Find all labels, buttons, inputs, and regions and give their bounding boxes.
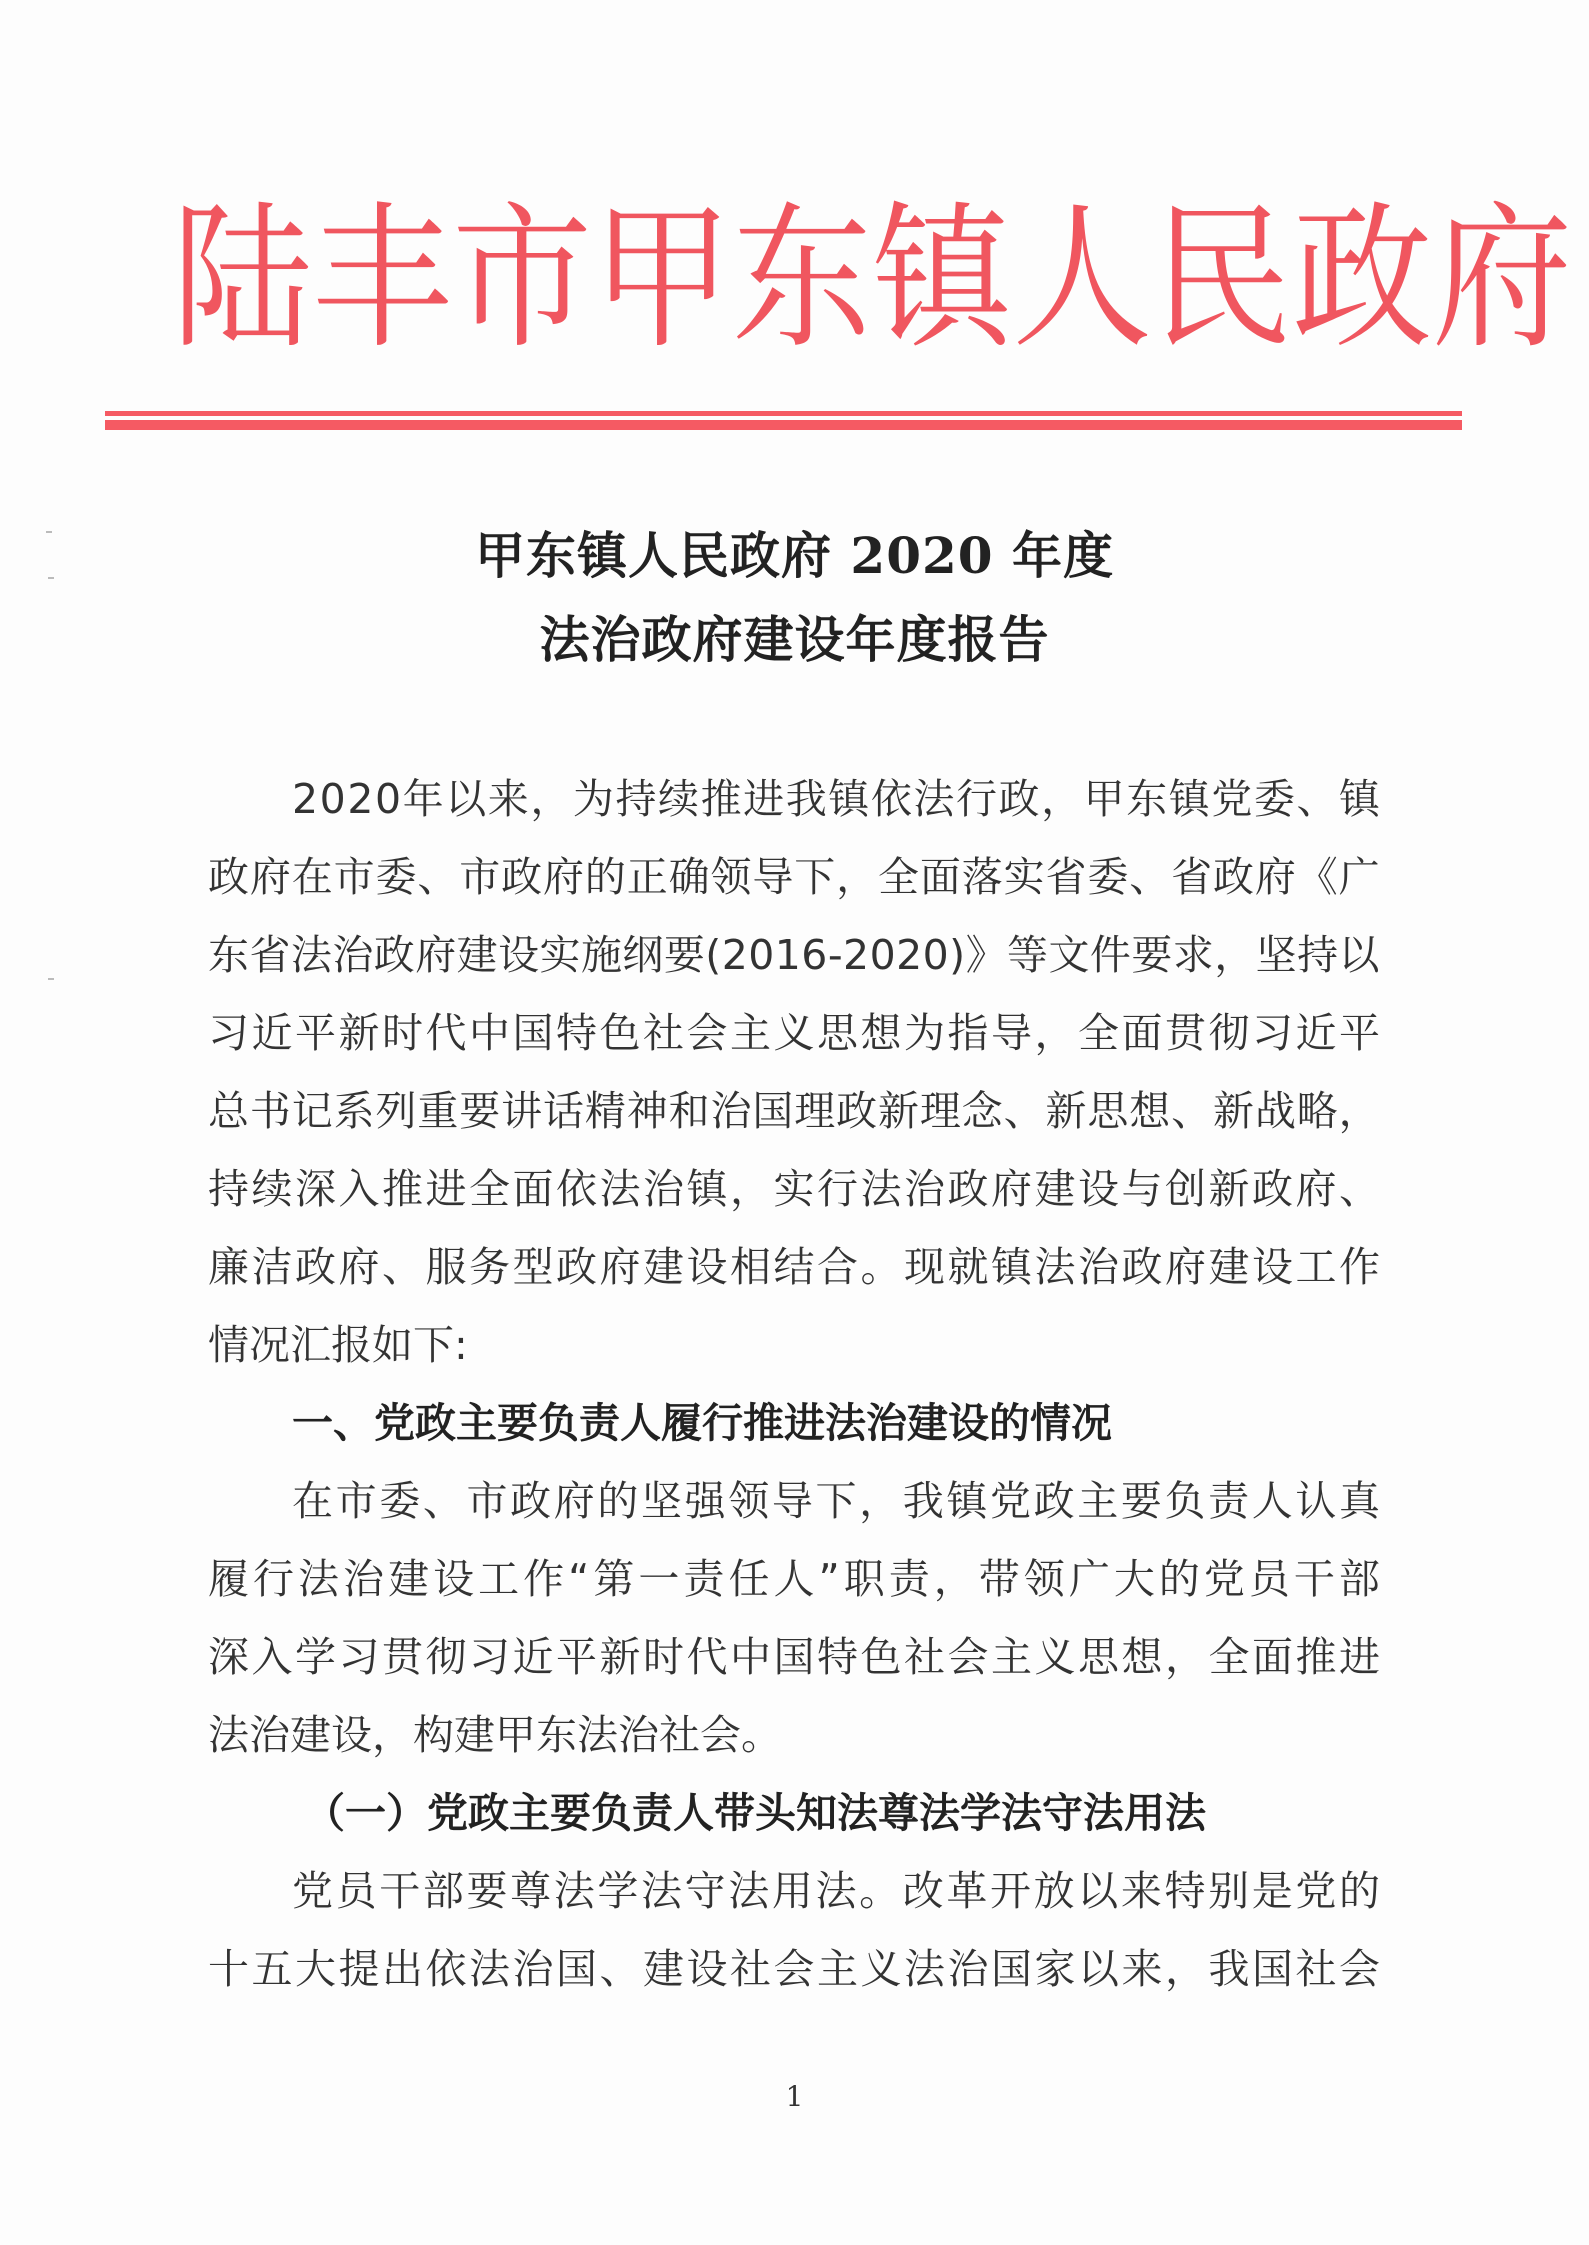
red-rule-thin <box>105 411 1462 416</box>
masthead-char: 民 <box>1152 188 1293 371</box>
body-line: 在 市 委 、 市 政 府 的 坚 强 领 导 下 ， 我 镇 党 政 主 要 负 责 人 认 真 <box>292 1477 1380 1525</box>
body-line: 东 省 法 治 政 府 建 设 实 施 纲 要 ( 2 0 1 6 - 2 0 2 0 ) 》 等 文 件 要 求 ， 坚 持 以 <box>208 931 1380 979</box>
masthead-char: 陆 <box>172 188 313 371</box>
body-line: 情况汇报如下: <box>208 1321 468 1369</box>
document-title-line-1: 甲东镇人民政府 2020 年度 <box>475 526 1114 585</box>
section-heading-1: 一、党政主要负责人履行推进法治建设的情况 <box>292 1399 1112 1447</box>
masthead-char: 镇 <box>872 188 1013 371</box>
body-line: 十 五 大 提 出 依 法 治 国 、 建 设 社 会 主 义 法 治 国 家 以 来 ， 我 国 社 会 <box>208 1945 1380 1993</box>
body-line: 履 行 法 治 建 设 工 作 “ 第 一 责 任 人 ” 职 责 ， 带 领 广 大 的 党 员 干 部 <box>208 1555 1380 1603</box>
body-line: 法治建设，构建甲东法治社会。 <box>208 1711 782 1759</box>
body-line: 廉 洁 政 府 、 服 务 型 政 府 建 设 相 结 合 。 现 就 镇 法 治 政 府 建 设 工 作 <box>208 1243 1380 1291</box>
masthead-char: 市 <box>452 188 593 371</box>
page-number: 1 <box>785 2080 804 2113</box>
red-rule-thick <box>105 420 1462 430</box>
body-line: 2 0 2 0 年 以 来 ， 为 持 续 推 进 我 镇 依 法 行 政 ， 甲 东 镇 党 委 、 镇 <box>292 775 1380 823</box>
masthead-char: 丰 <box>312 188 453 371</box>
masthead-char: 东 <box>732 188 873 371</box>
scan-speck <box>46 531 52 533</box>
masthead-char: 政 <box>1292 188 1433 371</box>
body-line: 深 入 学 习 贯 彻 习 近 平 新 时 代 中 国 特 色 社 会 主 义 思 想 ， 全 面 推 进 <box>208 1633 1380 1681</box>
body-line: 习 近 平 新 时 代 中 国 特 色 社 会 主 义 思 想 为 指 导 ， 全 面 贯 彻 习 近 平 <box>208 1009 1380 1057</box>
subsection-heading-1: （一）党政主要负责人带头知法尊法学法守法用法 <box>304 1789 1206 1837</box>
masthead-title <box>172 188 1573 371</box>
scan-speck <box>48 577 54 579</box>
document-title-line-2: 法治政府建设年度报告 <box>539 610 1050 669</box>
body-line: 总 书 记 系 列 重 要 讲 话 精 神 和 治 国 理 政 新 理 念 、 新 思 想 、 新 战 略 ， <box>208 1087 1380 1135</box>
body-line: 党 员 干 部 要 尊 法 学 法 守 法 用 法 。 改 革 开 放 以 来 特 别 是 党 的 <box>292 1867 1380 1915</box>
scan-speck <box>48 978 54 980</box>
document-body <box>208 760 1380 2008</box>
body-line: 持 续 深 入 推 进 全 面 依 法 治 镇 ， 实 行 法 治 政 府 建 设 与 创 新 政 府 、 <box>208 1165 1380 1213</box>
body-line: 政 府 在 市 委 、 市 政 府 的 正 确 领 导 下 ， 全 面 落 实 省 委 、 省 政 府 《 广 <box>208 853 1380 901</box>
masthead-char: 甲 <box>592 188 733 371</box>
masthead-char: 府 <box>1432 188 1573 371</box>
masthead-char: 人 <box>1012 188 1153 371</box>
